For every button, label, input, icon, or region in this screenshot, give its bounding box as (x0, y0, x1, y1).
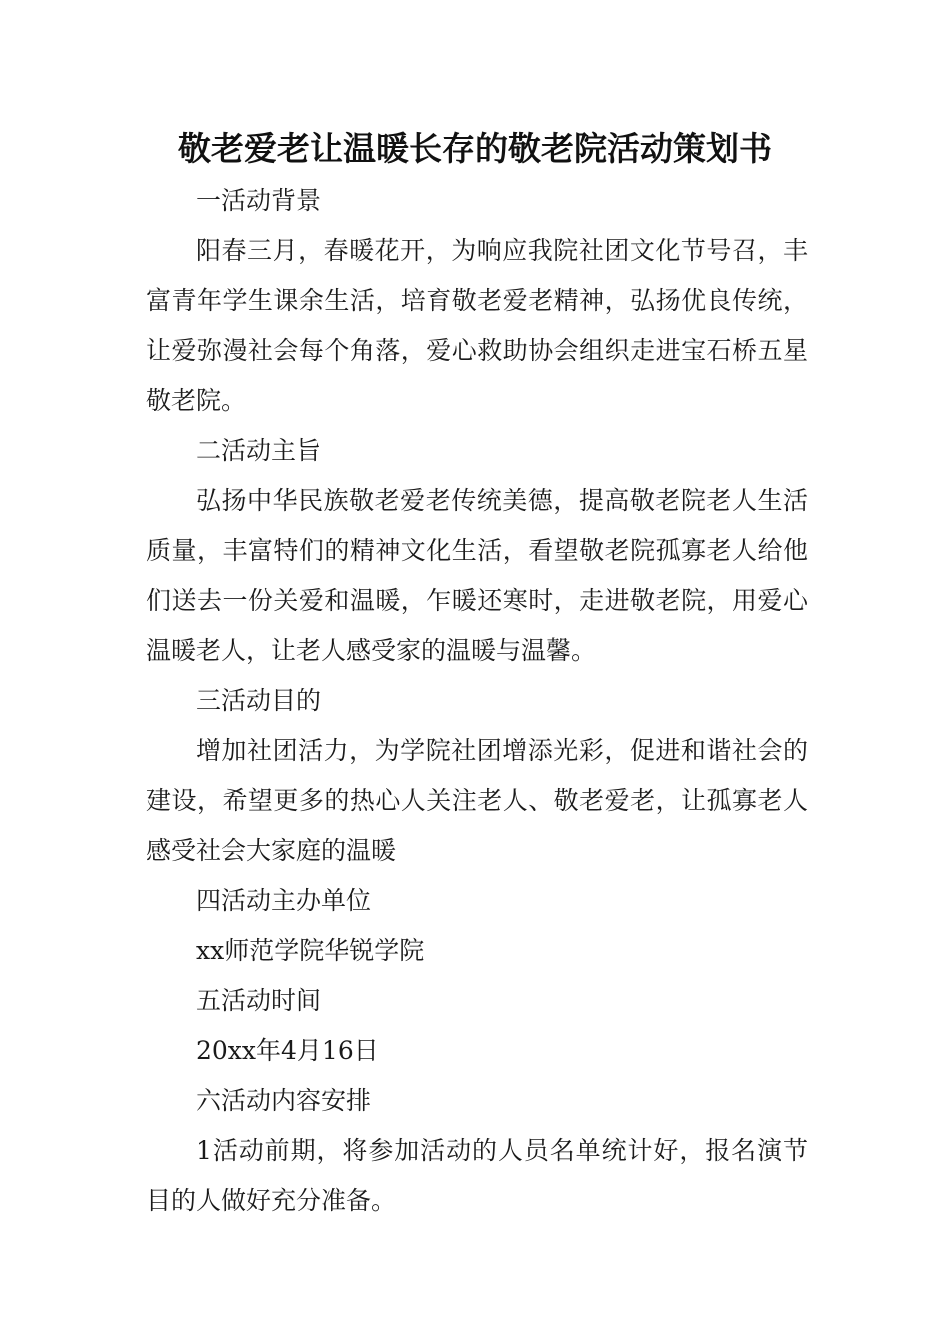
section-heading-organizer: 四活动主办单位 (196, 886, 372, 915)
document-body (146, 176, 808, 1226)
section-heading-goal: 三活动目的 (196, 686, 322, 715)
paragraph-background: 阳春三月，春暖花开，为响应我院社团文化节号召，丰富青年学生课余生活，培育敬老爱老精神，弘扬优良传统，让爱弥漫社会每个角落，爱心救助协会组织走进宝石桥五星敬老院。 (146, 236, 808, 415)
paragraph-purpose: 弘扬中华民族敬老爱老传统美德，提高敬老院老人生活质量，丰富特们的精神文化生活，看望敬老院孤寡老人给他们送去一份关爱和温暖，乍暖还寒时，走进敬老院，用爱心温暖老人，让老人感受家的温暖与温馨。 (146, 486, 808, 665)
document-title: 敬老爱老让温暖长存的敬老院活动策划书 (178, 129, 772, 168)
paragraph-organizer: xx师范学院华锐学院 (196, 936, 425, 965)
paragraph-goal: 增加社团活力，为学院社团增添光彩，促进和谐社会的建设，希望更多的热心人关注老人、敬老爱老，让孤寡老人感受社会大家庭的温暖 (146, 736, 808, 865)
section-heading-background: 一活动背景 (196, 186, 322, 215)
paragraph-time: 20xx年4月16日 (196, 1036, 379, 1065)
section-heading-schedule: 六活动内容安排 (196, 1086, 372, 1115)
paragraph-schedule: 1活动前期，将参加活动的人员名单统计好，报名演节目的人做好充分准备。 (146, 1136, 808, 1215)
section-heading-time: 五活动时间 (196, 986, 322, 1015)
section-heading-purpose: 二活动主旨 (196, 436, 322, 465)
